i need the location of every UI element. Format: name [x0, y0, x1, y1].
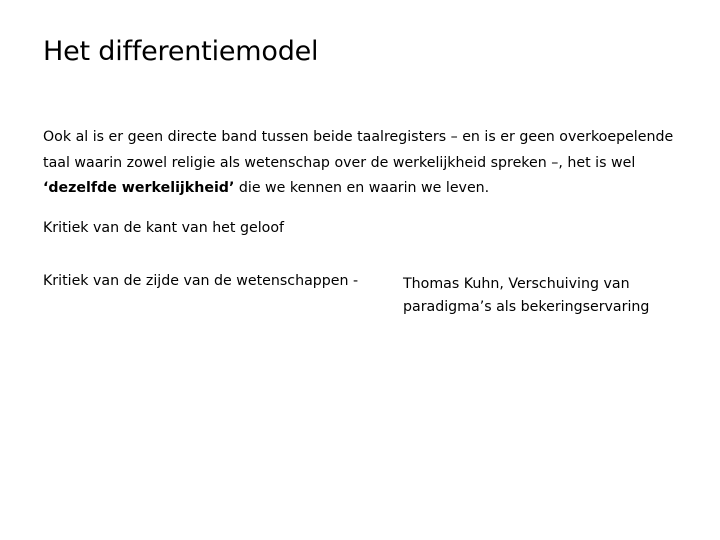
paragraph-emphasis: ‘dezelfde werkelijkheid’ [43, 180, 235, 196]
intro-paragraph [43, 125, 683, 202]
paragraph-text-before: Ook al is er geen directe band tussen beide taalregisters – en is er geen overkoepelende taal waarin zowel religie als wetenschap over de werkelijkheid spreken –, het is wel [43, 129, 674, 171]
heading-science-critique: Kritiek van de zijde van de wetenschappen - [43, 273, 359, 289]
slide-title: Het differentiemodel [43, 36, 319, 67]
heading-faith-critique: Kritiek van de kant van het geloof [43, 220, 285, 236]
kuhn-note: Thomas Kuhn, Verschuiving van paradigma’s als bekeringservaring [403, 276, 650, 315]
paragraph-text-after: die we kennen en waarin we leven. [234, 180, 490, 196]
